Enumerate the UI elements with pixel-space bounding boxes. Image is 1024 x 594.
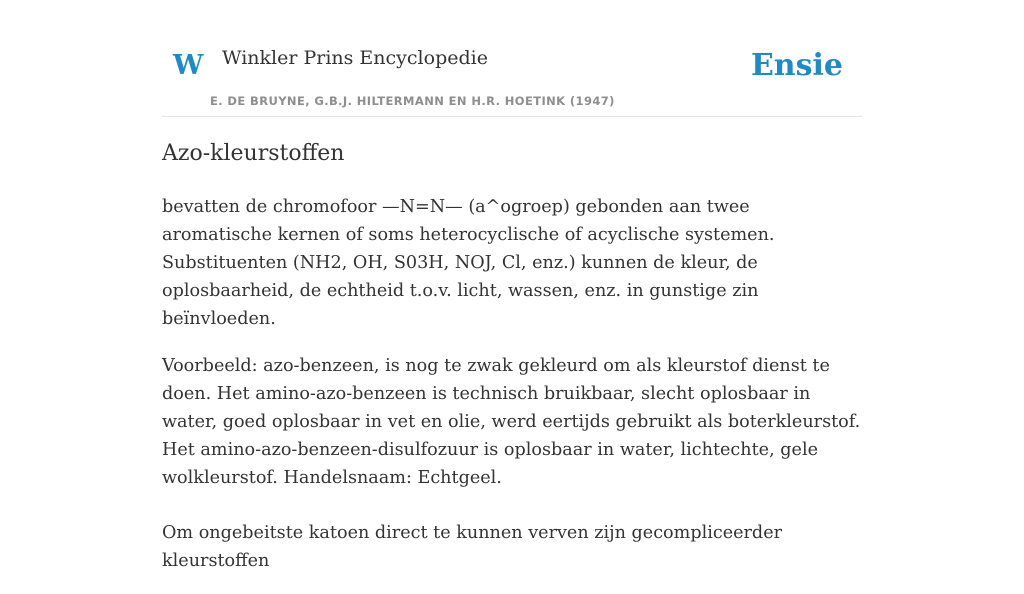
paragraph-1: bevatten de chromofoor —N=N— (a^ogroep) gebonden aan twee aromatische kernen of soms heterocyclische of acyclische systemen. Substituenten (NH2, OH, S03H, NOJ, Cl, enz.) kunnen de kleur, de oplosbaarheid, de echtheid t.o.v. licht, wassen, enz. in gunstige zin beïnvloeden. bbox=[162, 197, 775, 329]
source-title[interactable]: Winkler Prins Encyclopedie bbox=[222, 47, 488, 69]
winkler-prins-logo[interactable]: W bbox=[173, 50, 204, 81]
paragraph-3: Om ongebeitste katoen direct te kunnen verven zijn gecompliceerder kleurstoffen bbox=[162, 523, 783, 571]
source-authors: E. DE BRUYNE, G.B.J. HILTERMANN EN H.R. HOETINK (1947) bbox=[210, 94, 615, 108]
paragraph-2: Voorbeeld: azo-benzeen, is nog te zwak gekleurd om als kleurstof dienst te doen. Het amino-azo-benzeen is technisch bruikbaar, slecht oplosbaar in water, goed oplosbaar in vet en olie, werd eertijds gebruikt als boterkleurstof. Het amino-azo-benzeen-disulfozuur is oplosbaar in water, lichtechte, gele wolkleurstof. Handelsnaam: Echtgeel. bbox=[162, 356, 861, 488]
source-header bbox=[162, 0, 862, 117]
article-body bbox=[162, 193, 862, 594]
article-title: Azo-kleurstoffen bbox=[162, 141, 345, 166]
ensie-logo[interactable]: Ensie bbox=[750, 48, 843, 83]
article-page bbox=[162, 0, 862, 571]
